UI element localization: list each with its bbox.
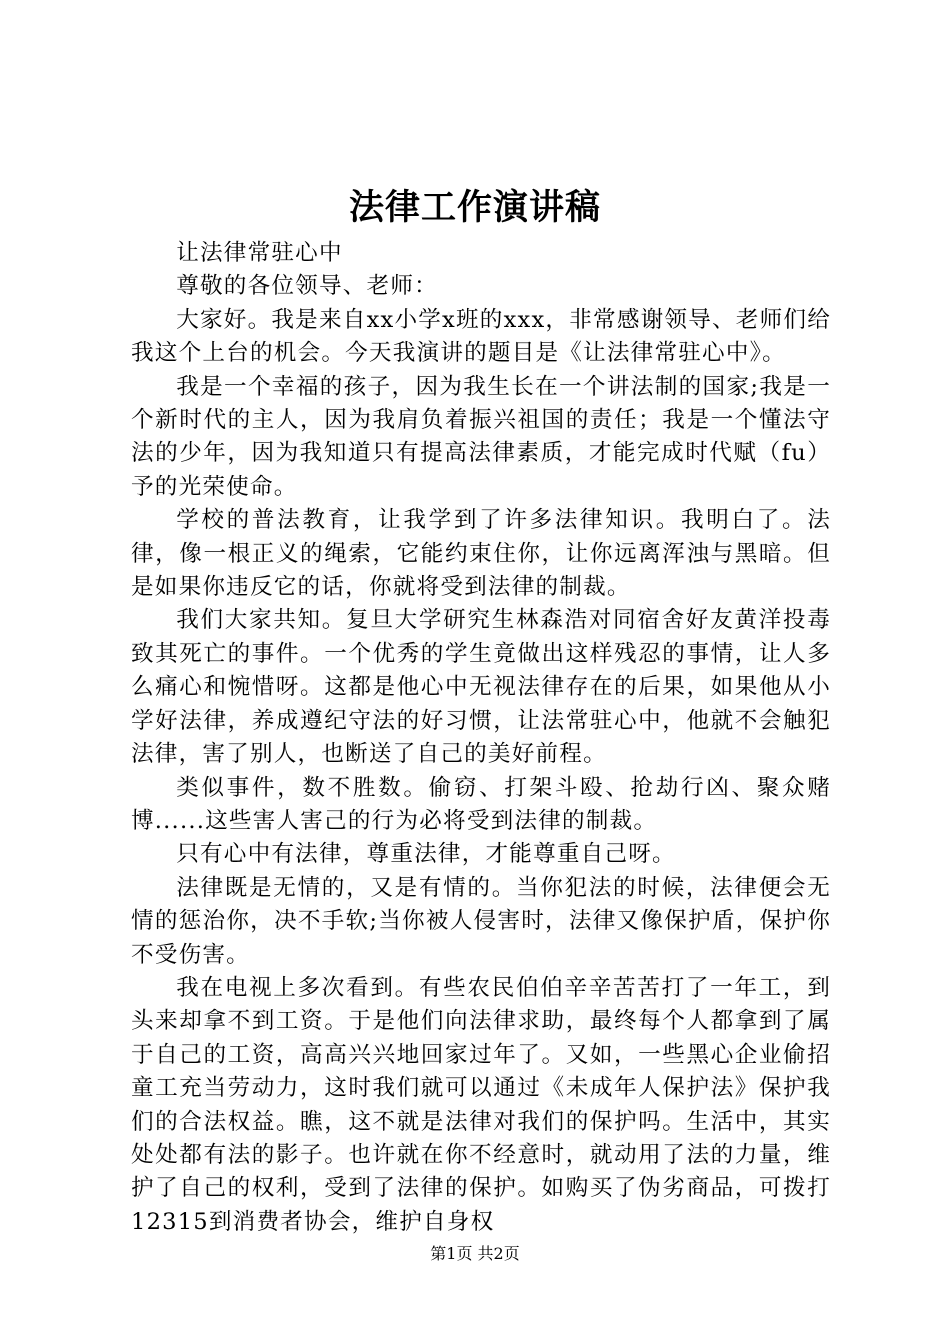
document-body [131, 237, 831, 1239]
paragraph: 学校的普法教育，让我学到了许多法律知识。我明白了。法律，像一根正义的绳索，它能约束住你，让你远离浑浊与黑暗。但是如果你违反它的话，你就将受到法律的制裁。 [131, 507, 831, 601]
paragraph: 我是一个幸福的孩子，因为我生长在一个讲法制的国家;我是一个新时代的主人，因为我肩负着振兴祖国的责任；我是一个懂法守法的少年，因为我知道只有提高法律素质，才能完成时代赋（fu）予的光荣使命。 [131, 373, 831, 500]
paragraph-greeting: 尊敬的各位领导、老师： [176, 273, 438, 300]
document-title: 法律工作演讲稿 [348, 187, 601, 228]
paragraph: 只有心中有法律，尊重法律，才能尊重自己呀。 [176, 841, 676, 868]
paragraph: 我们大家共知。复旦大学研究生林森浩对同宿舍好友黄洋投毒致其死亡的事件。一个优秀的学生竟做出这样残忍的事情，让人多么痛心和惋惜呀。这都是他心中无视法律存在的后果，如果他从小学好法律，养成遵纪守法的好习惯，让法常驻心中，他就不会触犯法律，害了别人，也断送了自己的美好前程。 [131, 607, 831, 768]
paragraph: 大家好。我是来自xx小学x班的xxx，非常感谢领导、老师们给我这个上台的机会。今天我演讲的题目是《让法律常驻心中》。 [131, 306, 831, 367]
paragraph: 类似事件，数不胜数。偷窃、打架斗殴、抢劫行凶、聚众赌博......这些害人害己的行为必将受到法律的制裁。 [131, 774, 831, 834]
paragraph: 我在电视上多次看到。有些农民伯伯辛辛苦苦打了一年工，到头来却拿不到工资。于是他们向法律求助，最终每个人都拿到了属于自己的工资，高高兴兴地回家过年了。又如，一些黑心企业偷招童工充当劳动力，这时我们就可以通过《未成年人保护法》保护我们的合法权益。瞧，这不就是法律对我们的保护吗。生活中，其实处处都有法的影子。也许就在你不经意时，就动用了法的力量，维护了自己的权利，受到了法律的保护。如购买了伪劣商品，可拨打12315到消费者协会，维护自身权 [131, 974, 831, 1235]
paragraph: 法律既是无情的，又是有情的。当你犯法的时候，法律便会无情的惩治你，决不手软;当你被人侵害时，法律又像保护盾，保护你不受伤害。 [131, 874, 831, 968]
page-footer: 第1页 共2页 [430, 1244, 520, 1263]
paragraph-subtitle: 让法律常驻心中 [176, 240, 343, 266]
